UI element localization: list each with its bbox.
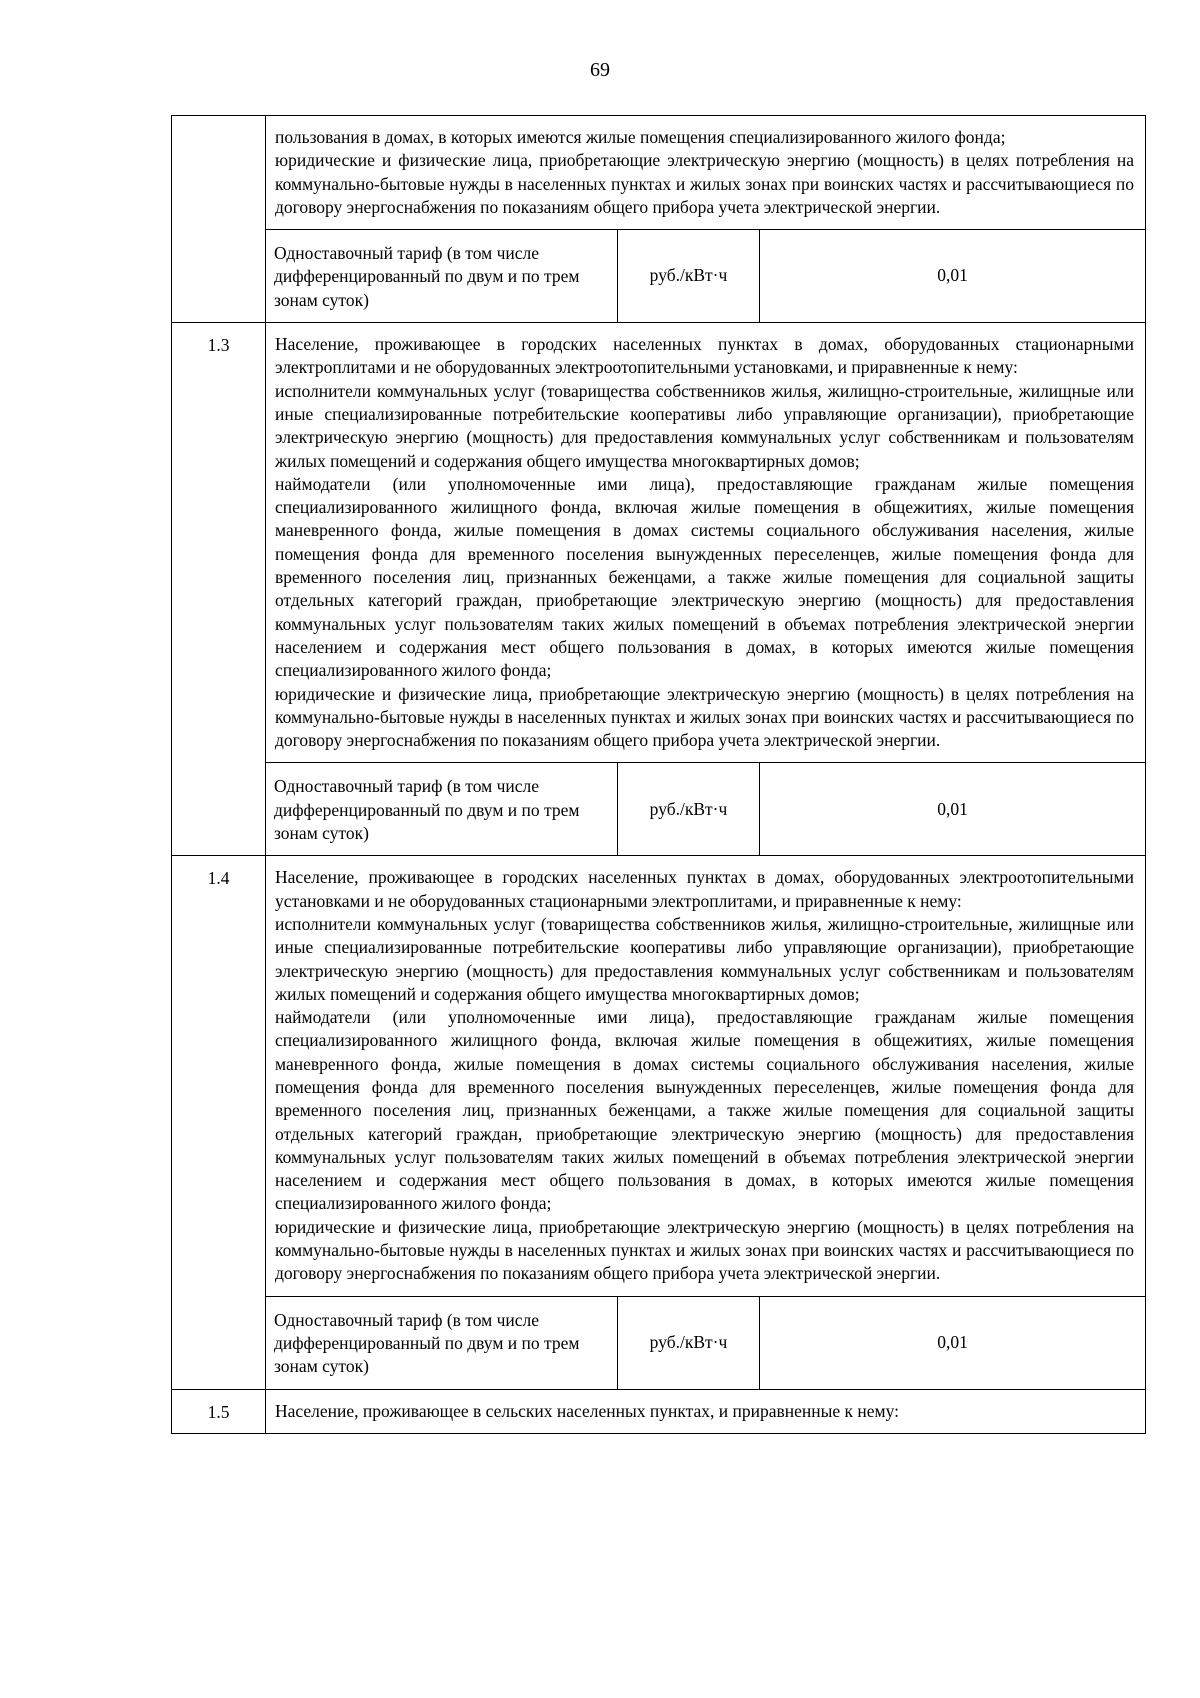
tariff-row: [172, 1296, 1146, 1389]
page-number: 69: [590, 59, 610, 81]
tariff-value: 0,01: [760, 230, 1146, 322]
tariff-unit: руб./кВт·ч: [618, 763, 760, 855]
paragraph: юридические и физические лица, приобретающие электрическую энергию (мощность) в целях потребления на коммунально-бытовые нужды в населенных пунктах и жилых зонах при воинских частях и рассчитывающиеся по договору энергоснабжения по показаниям общего прибора учета электрической энергии.: [275, 150, 1134, 217]
tariff-unit: руб./кВт·ч: [618, 230, 760, 322]
consumer-description: [266, 1389, 1146, 1433]
tariff-cell: [266, 230, 1146, 323]
tariff-unit: руб./кВт·ч: [618, 1297, 760, 1389]
tariff-cell: [266, 1296, 1146, 1389]
tariff-label: Одноставочный тариф (в том числе дифференцированный по двум и по трем зонам суток): [274, 776, 580, 844]
tariff-subtable: [266, 763, 1145, 855]
tariff-subtable: [266, 230, 1145, 322]
table-row: [172, 323, 1146, 763]
paragraph: пользования в домах, в которых имеются жилые помещения специализированного жилого фонда;: [275, 127, 1006, 147]
paragraph: юридические и физические лица, приобретающие электрическую энергию (мощность) в целях потребления на коммунально-бытовые нужды в населенных пунктах и жилых зонах при воинских частях и рассчитывающиеся по договору энергоснабжения по показаниям общего прибора учета электрической энергии.: [275, 683, 1134, 751]
row-number: 1.5: [172, 1389, 266, 1433]
table-row: [172, 116, 1146, 230]
paragraph: исполнители коммунальных услуг (товарищества собственников жилья, жилищно-строительные, жилищные или иные специализированные потребительские кооперативы либо управляющие организации), приобретающие электрическую энергию (мощность) для предоставления коммунальных услуг собственникам и пользователям жилых помещений и содержания общего имущества многоквартирных домов;: [275, 380, 1134, 471]
tariff-value: 0,01: [760, 1297, 1146, 1389]
consumer-description: [266, 856, 1146, 1296]
paragraph: Население, проживающее в сельских населенных пунктах, и приравненные к нему:: [275, 1400, 900, 1421]
tariff-value: 0,01: [760, 763, 1146, 855]
paragraph: юридические и физические лица, приобретающие электрическую энергию (мощность) в целях потребления на коммунально-бытовые нужды в населенных пунктах и жилых зонах при воинских частях и рассчитывающиеся по договору энергоснабжения по показаниям общего прибора учета электрической энергии.: [275, 1216, 1134, 1284]
consumer-description: [266, 323, 1146, 763]
tariff-label: Одноставочный тариф (в том числе дифференцированный по двум и по трем зонам суток): [274, 243, 580, 310]
tariff-label: Одноставочный тариф (в том числе дифференцированный по двум и по трем зонам суток): [274, 1309, 580, 1377]
row-number: [172, 116, 266, 323]
paragraph: Население, проживающее в городских населенных пунктах в домах, оборудованных электроотопительными установками и не оборудованных стационарными электроплитами, и приравненные к нему:: [275, 867, 1134, 911]
paragraph: наймодатели (или уполномоченные ими лица), предоставляющие гражданам жилые помещения специализированного жилищного фонда, включая жилые помещения в общежитиях, жилые помещения маневренного фонда, жилые помещения в домах системы социального обслуживания населения, жилые помещения фонда для временного поселения вынужденных переселенцев, жилые помещения фонда для временного поселения лиц, признанных беженцами, а также жилые помещения для социальной защиты отдельных категорий граждан, приобретающие электрическую энергию (мощность) для предоставления коммунальных услуг пользователям таких жилых помещений в объемах потребления электрической энергии населением и содержания мест общего пользования в домах, в которых имеются жилые помещения специализированного жилого фонда;: [275, 1007, 1134, 1214]
table-row: [172, 1389, 1146, 1433]
tariff-table: [171, 115, 1146, 1434]
tariff-row: [172, 230, 1146, 323]
paragraph: Население, проживающее в городских населенных пунктах в домах, оборудованных стационарными электроплитами и не оборудованных электроотопительными установками, и приравненные к нему:: [275, 334, 1134, 378]
row-number: 1.4: [172, 856, 266, 1389]
paragraph: исполнители коммунальных услуг (товарищества собственников жилья, жилищно-строительные, жилищные или иные специализированные потребительские кооперативы либо управляющие организации), приобретающие электрическую энергию (мощность) для предоставления коммунальных услуг собственникам и пользователям жилых помещений и содержания общего имущества многоквартирных домов;: [275, 913, 1134, 1004]
paragraph: наймодатели (или уполномоченные ими лица), предоставляющие гражданам жилые помещения специализированного жилищного фонда, включая жилые помещения в общежитиях, жилые помещения маневренного фонда, жилые помещения в домах системы социального обслуживания населения, жилые помещения фонда для временного поселения вынужденных переселенцев, жилые помещения фонда для временного поселения лиц, признанных беженцами, а также жилые помещения для социальной защиты отдельных категорий граждан, приобретающие электрическую энергию (мощность) для предоставления коммунальных услуг пользователям таких жилых помещений в объемах потребления электрической энергии населением и содержания мест общего пользования в домах, в которых имеются жилые помещения специализированного жилого фонда;: [275, 473, 1134, 681]
tariff-subtable: [266, 1297, 1145, 1389]
consumer-description: [266, 116, 1146, 230]
table-row: [172, 856, 1146, 1296]
row-number: 1.3: [172, 323, 266, 856]
tariff-row: [172, 763, 1146, 856]
tariff-cell: [266, 763, 1146, 856]
